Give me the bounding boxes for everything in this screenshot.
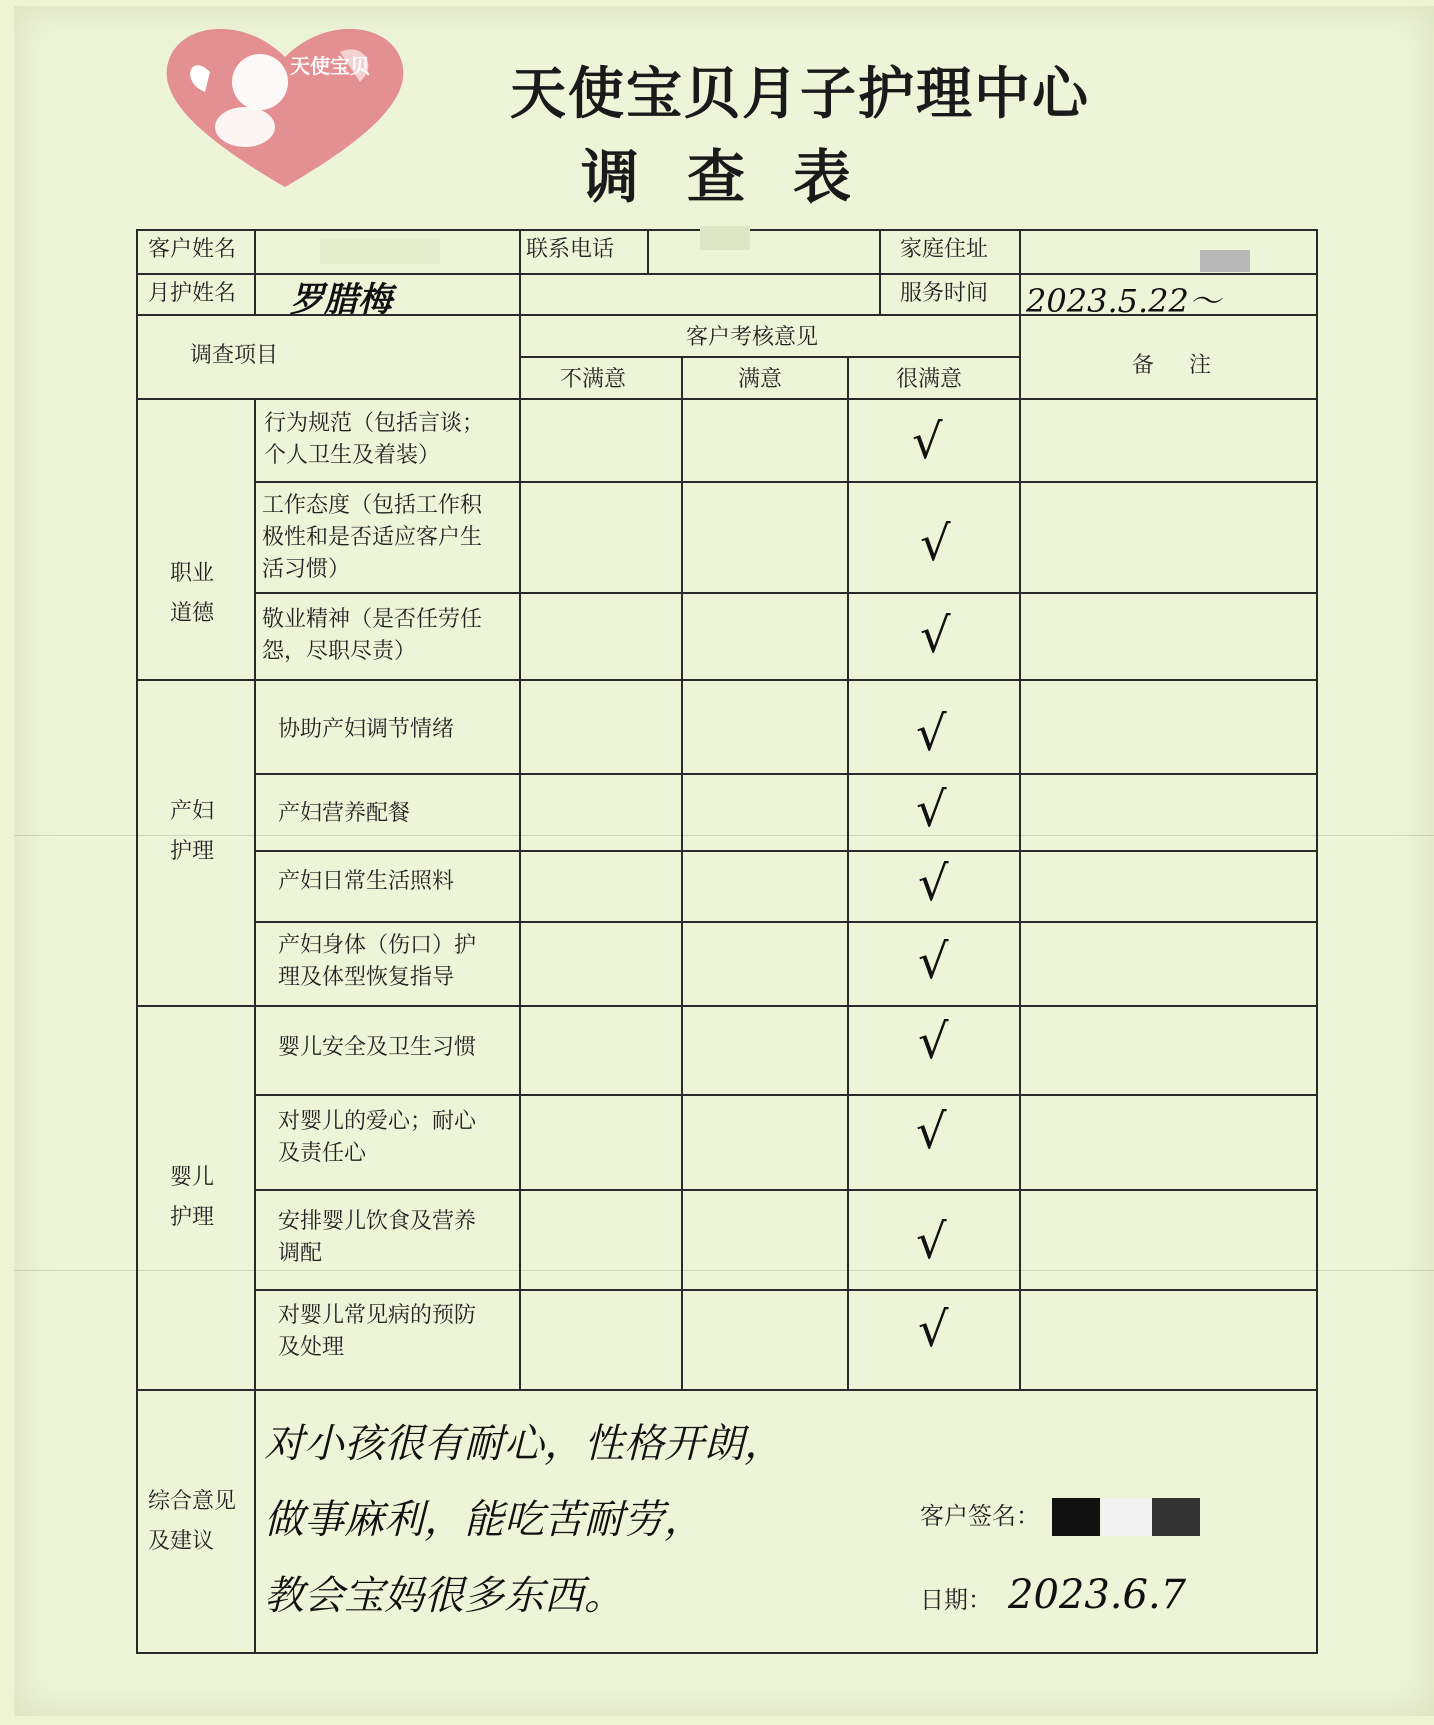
check-mark: √ [920, 516, 951, 572]
check-mark: √ [918, 856, 949, 912]
group-label: 护理 [170, 1205, 215, 1230]
check-mark: √ [918, 934, 949, 990]
redacted-signature [1052, 1498, 1100, 1536]
nurse-name-value: 罗腊梅 [290, 280, 392, 320]
summary-label: 及建议 [148, 1529, 215, 1554]
phone-label: 联系电话 [526, 237, 615, 262]
group-label: 婴儿 [170, 1165, 215, 1190]
col-satisfied: 满意 [738, 367, 783, 392]
redacted-signature [1152, 1498, 1200, 1536]
date-value: 2023.6.7 [1008, 1572, 1187, 1618]
col-very-satisfied: 很满意 [896, 367, 963, 392]
item-text: 对婴儿常见病的预防 [278, 1303, 477, 1328]
group-label: 产妇 [170, 799, 215, 824]
item-text: 极性和是否适应客户生 [262, 525, 483, 550]
summary-label: 综合意见 [148, 1489, 237, 1514]
heart-logo-icon [150, 12, 420, 197]
redacted-phone [700, 226, 750, 250]
redacted-signature [1102, 1498, 1152, 1536]
page-title: 天使宝贝月子护理中心 [510, 62, 1090, 127]
item-text: 产妇身体（伤口）护 [278, 933, 477, 958]
date-label: 日期： [920, 1586, 992, 1614]
item-text: 协助产妇调节情绪 [278, 717, 455, 742]
check-mark: √ [912, 414, 943, 470]
nurse-name-label: 月护姓名 [148, 281, 237, 306]
item-text: 对婴儿的爱心；耐心 [278, 1109, 477, 1134]
item-text: 产妇日常生活照料 [278, 869, 455, 894]
group-label: 护理 [170, 839, 215, 864]
summary-comment: 做事麻利，能吃苦耐劳， [264, 1497, 704, 1543]
check-mark: √ [916, 1104, 947, 1160]
service-time-label: 服务时间 [900, 281, 989, 306]
item-text: 安排婴儿饮食及营养 [278, 1209, 477, 1234]
item-text: 活习惯） [262, 557, 351, 582]
item-text: 调配 [278, 1241, 323, 1266]
check-mark: √ [918, 1014, 949, 1070]
opinion-header: 客户考核意见 [686, 325, 819, 350]
item-text: 婴儿安全及卫生习惯 [278, 1035, 477, 1060]
customer-name-label: 客户姓名 [148, 237, 237, 262]
item-text: 个人卫生及着装） [264, 443, 441, 468]
item-text: 工作态度（包括工作积 [262, 493, 483, 518]
summary-comment: 教会宝妈很多东西。 [264, 1573, 624, 1619]
page-subtitle: 调查表 [580, 143, 899, 211]
fold-crease [14, 1270, 1434, 1271]
check-mark: √ [920, 608, 951, 664]
summary-comment: 对小孩很有耐心，性格开朗， [264, 1421, 784, 1467]
check-mark: √ [916, 706, 947, 762]
item-text: 怨，尽职尽责） [262, 639, 417, 664]
redacted-address [1200, 250, 1250, 272]
logo-text: 天使宝贝 [290, 54, 370, 78]
item-text: 敬业精神（是否任劳任 [262, 607, 483, 632]
item-text: 产妇营养配餐 [278, 801, 411, 826]
item-text: 行为规范（包括言谈； [264, 411, 485, 436]
item-text: 及责任心 [278, 1141, 367, 1166]
check-mark: √ [916, 1214, 947, 1270]
group-label: 职业 [170, 561, 215, 586]
address-label: 家庭住址 [900, 237, 989, 262]
item-text: 及处理 [278, 1335, 345, 1360]
signature-label: 客户签名： [920, 1502, 1040, 1530]
fold-crease [14, 835, 1434, 836]
remarks-header: 备 注 [1132, 353, 1225, 378]
item-header: 调查项目 [190, 343, 279, 368]
redacted-customer-name [320, 238, 440, 264]
check-mark: √ [916, 782, 947, 838]
col-unsatisfied: 不满意 [560, 367, 627, 392]
group-label: 道德 [170, 601, 215, 626]
service-time-value: 2023.5.22～ [1026, 282, 1221, 320]
item-text: 理及体型恢复指导 [278, 965, 455, 990]
check-mark: √ [918, 1302, 949, 1358]
